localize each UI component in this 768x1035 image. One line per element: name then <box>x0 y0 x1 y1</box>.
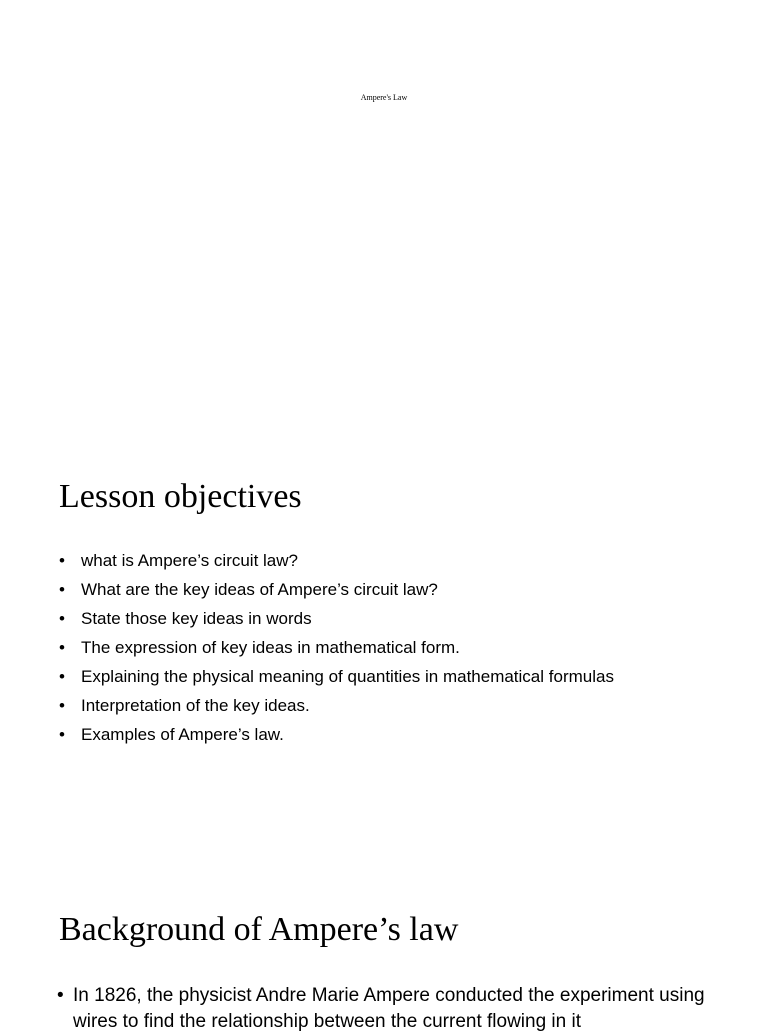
list-item <box>59 635 614 664</box>
bullet-icon: • <box>59 580 65 599</box>
list-item <box>59 548 614 577</box>
bullet-icon: • <box>59 725 65 744</box>
objective-text: State those key ideas in words <box>81 609 312 628</box>
list-item <box>59 577 614 606</box>
list-item <box>59 693 614 722</box>
background-text: In 1826, the physicist Andre Marie Ampere conducted the experiment using wires to find the relationship between the current flowing in it <box>73 985 705 1032</box>
bullet-icon: • <box>59 609 65 628</box>
list-item <box>57 983 747 1035</box>
objective-text: Interpretation of the key ideas. <box>81 696 310 715</box>
document-header-title: Ampere's Law <box>360 93 408 102</box>
objective-text: what is Ampere’s circuit law? <box>81 551 298 570</box>
bullet-icon: • <box>59 667 65 686</box>
list-item <box>59 606 614 635</box>
objective-text: Explaining the physical meaning of quantities in mathematical formulas <box>81 667 614 686</box>
bullet-icon: • <box>59 696 65 715</box>
bullet-icon: • <box>59 551 65 570</box>
objective-text: The expression of key ideas in mathematical form. <box>81 638 460 657</box>
list-item <box>59 664 614 693</box>
list-item <box>59 722 614 751</box>
objective-text: What are the key ideas of Ampere’s circuit law? <box>81 580 438 599</box>
bullet-icon: • <box>57 985 64 1006</box>
objective-text: Examples of Ampere’s law. <box>81 725 284 744</box>
background-list <box>57 983 747 1035</box>
background-heading: Background of Ampere’s law <box>59 911 459 948</box>
lesson-objectives-heading: Lesson objectives <box>59 478 302 515</box>
lesson-objectives-list <box>59 548 614 751</box>
bullet-icon: • <box>59 638 65 657</box>
